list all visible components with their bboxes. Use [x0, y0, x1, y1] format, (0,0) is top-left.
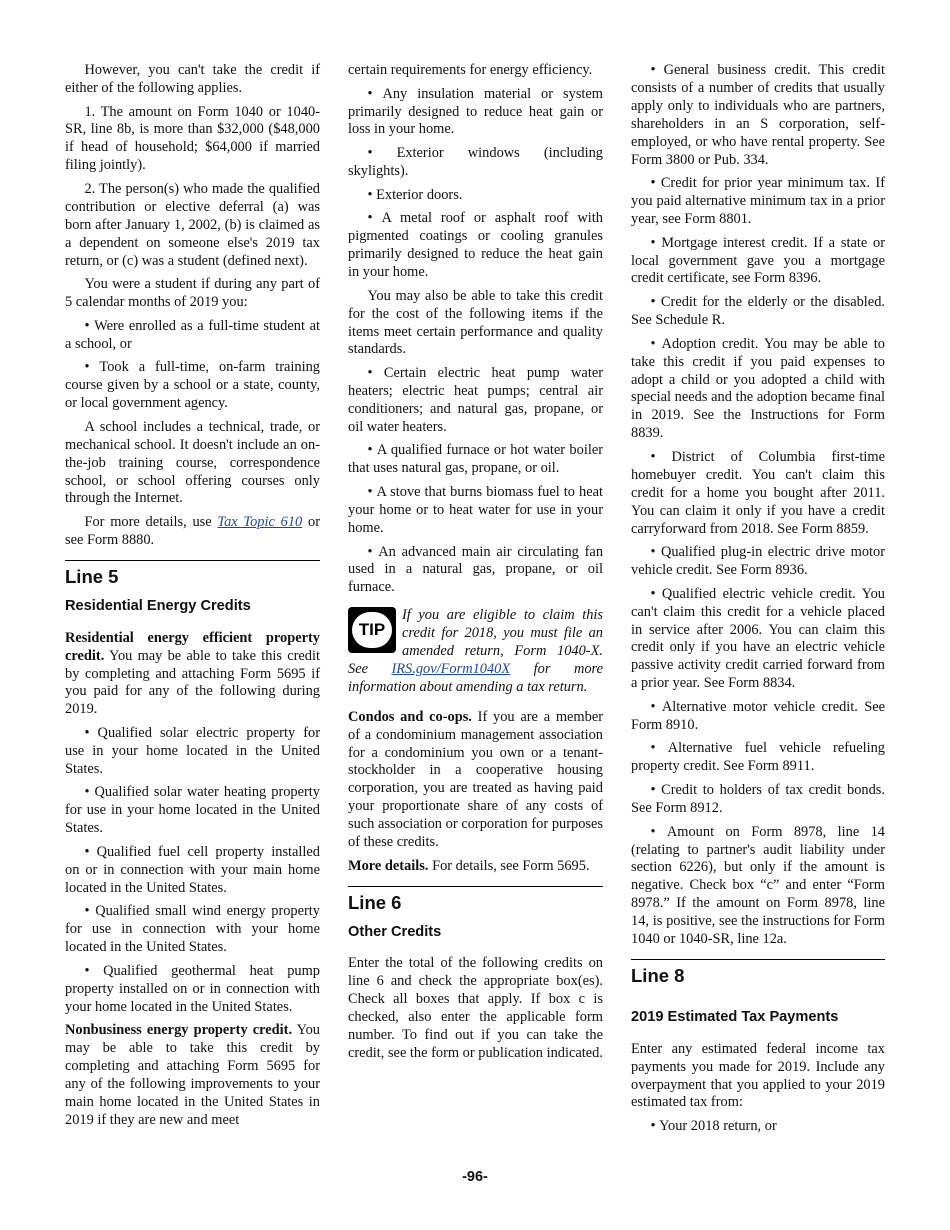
- bullet-item: • Exterior doors.: [348, 187, 603, 205]
- bullet-item: • Your 2018 return, or: [631, 1118, 885, 1136]
- bullet-item: • Credit to holders of tax credit bonds. See Form 8912.: [631, 782, 885, 818]
- bullet-item: • General business credit. This credit consists of a number of credits that usually apply only to individuals who are partners, shareholders in an S corporation, self-employed, or who have rental property. See Form 3800 or Pub. 334.: [631, 62, 885, 169]
- line-8-heading: Line 8: [631, 964, 685, 986]
- paragraph: A school includes a technical, trade, or mechanical school. It doesn't include an on-the-job training course, correspondence school, or school offering courses only through the Internet.: [65, 418, 320, 507]
- bullet-item: • Qualified electric vehicle credit. You can't claim this credit for a vehicle placed in service after 2006. You can claim this credit only if you have an electric vehicle passive activity credit carried forward from a prior year. See Form 8834.: [631, 586, 885, 693]
- bullet-item: • District of Columbia first-time homebuyer credit. You can't claim this credit for a home you bought after 2011. You can claim it only if you have a credit carryforward from 2018. See Form 8859.: [631, 449, 885, 539]
- bullet-item: • Adoption credit. You may be able to take this credit if you paid expenses to adopt a child or you adopted a child with special needs and the adoption became final in 2019. See the Instructions for Form 8839.: [631, 336, 885, 443]
- bullet-item: • A stove that burns biomass fuel to heat your home or to heat water for use in your home.: [348, 484, 603, 538]
- section-divider: [631, 959, 885, 960]
- line-6-heading: Line 6: [348, 891, 402, 913]
- line-8-subheading: 2019 Estimated Tax Payments: [631, 1008, 839, 1025]
- bullet-item: • Alternative fuel vehicle refueling property credit. See Form 8911.: [631, 740, 885, 776]
- line-5-heading: Line 5: [65, 565, 119, 587]
- bullet-item: • Qualified small wind energy property for use in connection with your home located in the United States.: [65, 903, 320, 957]
- bullet-item: • An advanced main air circulating fan used in a natural gas, propane, or oil furnace.: [348, 544, 603, 598]
- paragraph: certain requirements for energy efficiency.: [348, 62, 593, 78]
- page-number: -96-: [462, 1169, 488, 1185]
- paragraph: More details. For details, see Form 5695.: [348, 857, 590, 874]
- bullet-item: • A metal roof or asphalt roof with pigmented coatings or cooling granules primarily designed to reduce the heat gain in your home.: [348, 210, 603, 282]
- bullet-item: • Qualified solar electric property for use in your home located in the United States.: [65, 725, 320, 779]
- bullet-item: • Qualified plug-in electric drive motor vehicle credit. See Form 8936.: [631, 544, 885, 580]
- bullet-item: • Credit for the elderly or the disabled. See Schedule R.: [631, 294, 885, 330]
- column-1: [65, 62, 320, 1136]
- bullet-item: • Qualified geothermal heat pump property installed on or in connection with your home located in the United States.: [65, 963, 320, 1017]
- tax-topic-610-link[interactable]: Tax Topic 610: [217, 514, 303, 531]
- bullet-item: • A qualified furnace or hot water boiler that uses natural gas, propane, or oil.: [348, 442, 603, 478]
- paragraph: However, you can't take the credit if either of the following applies.: [65, 62, 320, 96]
- tip-icon: TIP: [348, 607, 396, 653]
- paragraph: 1. The amount on Form 1040 or 1040-SR, line 8b, is more than $32,000 ($48,000 if head of household; $64,000 if married filing jointly).: [65, 103, 320, 174]
- bullet-item: • Were enrolled as a full-time student at a school, or: [65, 318, 320, 354]
- bullet-item: • Alternative motor vehicle credit. See Form 8910.: [631, 699, 885, 735]
- paragraph: Nonbusiness energy property credit. You may be able to take this credit by completing and attaching Form 5695 for any of the following improvements to your main home located in the United States in 2019 if they are new and meet: [65, 1022, 320, 1128]
- line-6-subheading: Other Credits: [348, 923, 442, 940]
- section-divider: [348, 886, 603, 887]
- bullet-item: • Qualified fuel cell property installed on or in connection with your main home located in the United States.: [65, 844, 320, 898]
- bullet-item: • Amount on Form 8978, line 14 (relating to partner's audit liability under section 6226), but only if the amount is negative. Check box “c” and enter “Form 8978.” If the amount on Form 8978, line 14, is positive, see the instructions for Form 1040 or 1040-SR, line 12a.: [631, 824, 885, 949]
- paragraph: You were a student if during any part of 5 calendar months of 2019 you:: [65, 276, 320, 311]
- form-1040x-link[interactable]: IRS.gov/Form1040X: [391, 660, 511, 677]
- column-3: [631, 62, 885, 1142]
- bullet-item: • Qualified solar water heating property for use in your home located in the United States.: [65, 784, 320, 838]
- tip-box: TIP If you are eligible to claim this credit for 2018, you must file an amended return, Form 1040-X. See IRS.gov/Form1040X for more information about amending a tax return.: [348, 607, 603, 695]
- bullet-item: • Certain electric heat pump water heaters; electric heat pumps; central air conditioners; and natural gas, propane, or oil water heaters.: [348, 365, 603, 437]
- paragraph: Enter the total of the following credits on line 6 and check the appropriate box(es). Check all boxes that apply. If box c is checked, also enter the applicable form number. To find out if you can take the credit, see the form or publication indicated.: [348, 955, 603, 1061]
- bullet-item: • Took a full-time, on-farm training course given by a school or a state, county, or local government agency.: [65, 359, 320, 413]
- paragraph: 2. The person(s) who made the qualified contribution or elective deferral (a) was born after January 1, 2002, (b) is claimed as a dependent on someone else's 2019 tax return, or (c) was a student (defined next).: [65, 180, 320, 269]
- paragraph: Residential energy efficient property credit. You may be able to take this credit by completing and attaching Form 5695 if you paid for any of the following during 2019.: [65, 629, 320, 718]
- bullet-item: • Any insulation material or system primarily designed to reduce heat gain or loss in your home.: [348, 86, 603, 140]
- paragraph: You may also be able to take this credit for the cost of the following items if the items meet certain performance and quality standards.: [348, 287, 603, 358]
- column-2: [348, 62, 603, 1069]
- bullet-item: • Credit for prior year minimum tax. If you paid alternative minimum tax in a prior year, see Form 8801.: [631, 175, 885, 229]
- paragraph: Enter any estimated federal income tax payments you made for 2019. Include any overpayment that you applied to your 2019 estimated tax from:: [631, 1040, 885, 1111]
- section-divider: [65, 560, 320, 561]
- line-5-subheading: Residential Energy Credits: [65, 597, 251, 614]
- paragraph: For more details, use Tax Topic 610 or see Form 8880.: [65, 514, 321, 548]
- bullet-item: • Exterior windows (including skylights).: [348, 145, 603, 181]
- bullet-item: • Mortgage interest credit. If a state or local government gave you a mortgage credit certificate, see Form 8396.: [631, 235, 885, 289]
- paragraph: Condos and co-ops. If you are a member of a condominium management association for a condominium you own or a tenant-stockholder in a cooperative housing corporation, you are treated as having paid your proportionate share of any costs of such association or corporation for purposes of these credits.: [348, 708, 604, 851]
